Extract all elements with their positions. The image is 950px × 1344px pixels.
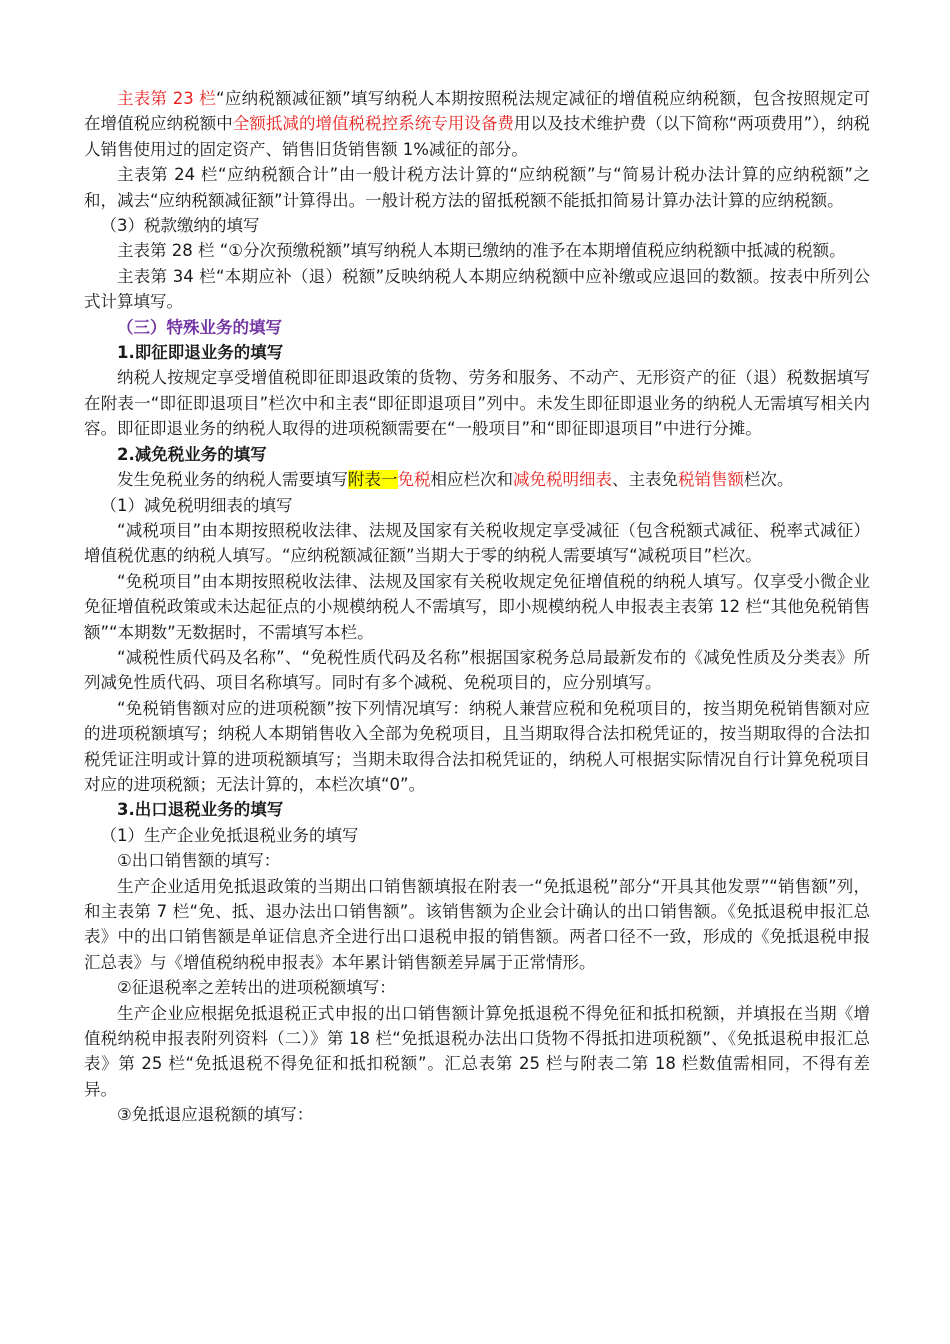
- paragraph: 发生免税业务的纳税人需要填写附表一免税相应栏次和减免税明细表、主表免税销售额栏次。: [117, 470, 794, 490]
- paragraph: 主表第 24 栏“应纳税额合计”由一般计税方法计算的“应纳税额”与“简易计税办法计算的应纳税额”之和，减去“应纳税额减征额”计算得出。一般计税方法的留抵税额不能抵扣简易计算办法计算的应纳税额。: [84, 165, 870, 210]
- subheading: ①出口销售额的填写：: [117, 851, 281, 871]
- highlight-text-red: 主表第 23 栏: [117, 89, 217, 108]
- subheading: （1）减免税明细表的填写: [100, 495, 293, 515]
- paragraph: 主表第 28 栏 “①分次预缴税额”填写纳税人本期已缴纳的准予在本期增值税应纳税额中抵减的税额。: [117, 241, 846, 261]
- highlight-text-red: 全额抵减的增值税税控系统专用设备费: [232, 114, 514, 134]
- highlighted-text: 附表一: [348, 470, 398, 490]
- paragraph: 主表第 34 栏“本期应补（退）税额”反映纳税人本期应纳税额中应补缴或应退回的数额。按表中所列公式计算填写。: [84, 266, 870, 312]
- paragraph: 纳税人按规定享受增值税即征即退政策的货物、劳务和服务、不动产、无形资产的征（退）税数据填写在附表一“即征即退项目”栏次中和主表“即征即退项目”列中。未发生即征即退业务的纳税人无需填写相关内容。即征即退业务的纳税人取得的进项税额需要在“一般项目”和“即征即退项目”中进行分摊。: [84, 368, 870, 439]
- highlight-text-red: 税销售额: [678, 470, 744, 490]
- paragraph: “免税项目”由本期按照税收法律、法规及国家有关税收规定免征增值税的纳税人填写。仅享受小微企业免征增值税政策或未达起征点的小规模纳税人不需填写，即小规模纳税人申报表主表第 12 栏“其他免税销售额”“本期数”无数据时，不需填写本栏。: [84, 571, 870, 642]
- highlight-text-red: 免税: [397, 470, 431, 490]
- document-page: [84, 86, 870, 1128]
- paragraph: 生产企业应根据免抵退税正式申报的出口销售额计算免抵退税不得免征和抵扣税额，并填报在当期《增值税纳税申报表附列资料（二）》第 18 栏“免抵退税办法出口货物不得抵扣进项税额”、《免抵退税申报汇总表》第 25 栏“免抵退税不得免征和抵扣税额”。汇总表第 25 栏与附表二第 18 栏数值需相同，不得有差异。: [84, 1003, 870, 1099]
- section-heading: （三）特殊业务的填写: [117, 317, 282, 337]
- subsection-heading: 1.即征即退业务的填写: [117, 343, 284, 363]
- subheading: （3）税款缴纳的填写: [100, 216, 260, 236]
- paragraph: “免税销售额对应的进项税额”按下列情况填写：纳税人兼营应税和免税项目的，按当期免税销售额对应的进项税额填写；纳税人本期销售收入全部为免税项目，且当期取得合法扣税凭证的，按当期取得的合法扣税凭证注明或计算的进项税额填写；当期未取得合法扣税凭证的，纳税人可根据实际情况自行计算免税项目对应的进项税额；无法计算的，本栏次填“0”。: [84, 698, 870, 794]
- paragraph: 生产企业适用免抵退政策的当期出口销售额填报在附表一“免抵退税”部分“开具其他发票”“销售额”列，和主表第 7 栏“免、抵、退办法出口销售额”。该销售额为企业会计确认的出口销售额。《免抵退税申报汇总表》中的出口销售额是单证信息齐全进行出口退税申报的销售额。两者口径不一致，形成的《免抵退税申报汇总表》与《增值税纳税申报表》本年累计销售额差异属于正常情形。: [84, 876, 870, 972]
- subheading: ②征退税率之差转出的进项税额填写：: [117, 978, 396, 998]
- paragraph: “减税性质代码及名称”、“免税性质代码及名称”根据国家税务总局最新发布的《减免性质及分类表》所列减免性质代码、项目名称填写。同时有多个减税、免税项目的，应分别填写。: [84, 647, 870, 693]
- paragraph: 主表第 23 栏“应纳税额减征额”填写纳税人本期按照税法规定减征的增值税应纳税额，包含按照规定可在增值税应纳税额中全额抵减的增值税税控系统专用设备费用以及技术维护费（以下简称“两项费用”），纳税人销售使用过的固定资产、销售旧货销售额 1%减征的部分。: [84, 89, 871, 159]
- subsection-heading: 2.减免税业务的填写: [117, 444, 267, 464]
- paragraph: “减税项目”由本期按照税收法律、法规及国家有关税收规定享受减征（包含税额式减征、税率式减征）增值税优惠的纳税人填写。“应纳税额减征额”当期大于零的纳税人需要填写“减税项目”栏次。: [84, 520, 870, 566]
- subsection-heading: 3.出口退税业务的填写: [117, 800, 284, 820]
- subheading: ③免抵退应退税额的填写：: [117, 1105, 314, 1125]
- highlight-text-red: 减免税明细表: [513, 470, 612, 490]
- subheading: （1）生产企业免抵退税业务的填写: [100, 825, 359, 845]
